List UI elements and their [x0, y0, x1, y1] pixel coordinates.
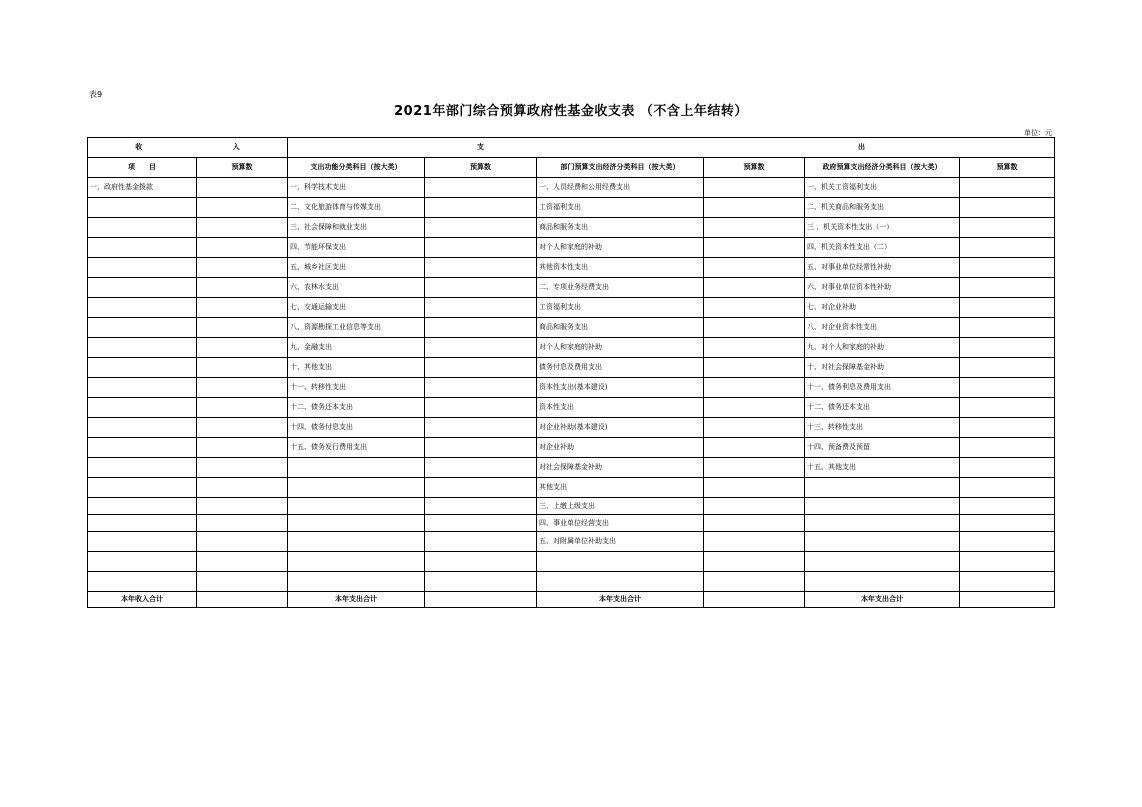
dept-budget-cell: [704, 318, 805, 338]
dept-budget-cell: [704, 258, 805, 278]
func-budget-cell: [425, 358, 537, 378]
func-budget-cell: [425, 498, 537, 515]
dept-budget-cell: [704, 338, 805, 358]
dept-item-cell: 债务付息及费用支出: [537, 358, 704, 378]
gov-budget-cell: [960, 438, 1055, 458]
gov-total-value: [960, 592, 1055, 608]
income-item-cell: [88, 552, 197, 572]
gov-budget-cell: [960, 358, 1055, 378]
income-item-cell: [88, 498, 197, 515]
func-budget-cell: [425, 418, 537, 438]
gov-item-cell: 十三、转移性支出: [805, 418, 960, 438]
func-item-cell: [288, 458, 425, 478]
gov-item-cell: [805, 478, 960, 498]
table-row: [88, 278, 1055, 298]
dept-item-cell: 其他资本性支出: [537, 258, 704, 278]
dept-item-cell: 其他支出: [537, 478, 704, 498]
income-item-cell: [88, 358, 197, 378]
func-budget-cell: [425, 258, 537, 278]
func-budget-cell: [425, 378, 537, 398]
table-row: [88, 498, 1055, 515]
column-header-row: [88, 158, 1055, 178]
expenditure-section-header: [288, 138, 1055, 158]
income-section-char-1: 收: [135, 143, 143, 151]
table-row: [88, 358, 1055, 378]
func-budget-cell: [425, 278, 537, 298]
col-header-dept-econ: 部门预算支出经济分类科目（按大类）: [537, 158, 704, 178]
gov-item-cell: 十五、其他支出: [805, 458, 960, 478]
func-item-cell: 十一、转移性支出: [288, 378, 425, 398]
gov-budget-cell: [960, 298, 1055, 318]
dept-item-cell: 对企业补助(基本建设): [537, 418, 704, 438]
table-row: [88, 238, 1055, 258]
dept-budget-cell: [704, 178, 805, 198]
income-budget-cell: [197, 298, 288, 318]
func-budget-cell: [425, 218, 537, 238]
income-item-cell: [88, 218, 197, 238]
income-section-header: [88, 138, 288, 158]
func-total-label: 本年支出合计: [288, 592, 425, 608]
func-item-cell: 一、科学技术支出: [288, 178, 425, 198]
func-budget-cell: [425, 552, 537, 572]
dept-item-cell: 商品和服务支出: [537, 218, 704, 238]
income-item-cell: [88, 532, 197, 552]
income-item-cell: [88, 418, 197, 438]
income-item-cell: [88, 298, 197, 318]
table-row: [88, 258, 1055, 278]
income-budget-cell: [197, 478, 288, 498]
func-item-cell: 八、资源勘探工业信息等支出: [288, 318, 425, 338]
income-budget-cell: [197, 278, 288, 298]
dept-budget-cell: [704, 438, 805, 458]
table-row: [88, 338, 1055, 358]
dept-item-cell: 一、人员经费和公用经费支出: [537, 178, 704, 198]
func-item-cell: 十二、债务还本支出: [288, 398, 425, 418]
col-header-func-class: 支出功能分类科目（按大类）: [288, 158, 425, 178]
gov-item-cell: 二、机关商品和服务支出: [805, 198, 960, 218]
dept-item-cell: 资本性支出(基本建设): [537, 378, 704, 398]
func-budget-cell: [425, 532, 537, 552]
func-budget-cell: [425, 338, 537, 358]
dept-item-cell: [537, 572, 704, 592]
income-item-cell: [88, 398, 197, 418]
func-item-cell: [288, 552, 425, 572]
func-budget-cell: [425, 238, 537, 258]
dept-budget-cell: [704, 398, 805, 418]
gov-budget-cell: [960, 258, 1055, 278]
gov-item-cell: 十、对社会保障基金补助: [805, 358, 960, 378]
expenditure-section-char-1: 支: [477, 143, 485, 151]
gov-budget-cell: [960, 552, 1055, 572]
section-header-row: [88, 138, 1055, 158]
income-item-cell: [88, 198, 197, 218]
income-budget-cell: [197, 458, 288, 478]
gov-budget-cell: [960, 532, 1055, 552]
income-budget-cell: [197, 398, 288, 418]
func-budget-cell: [425, 438, 537, 458]
income-budget-cell: [197, 498, 288, 515]
totals-row: [88, 592, 1055, 608]
income-budget-cell: [197, 338, 288, 358]
func-item-cell: 十、其他支出: [288, 358, 425, 378]
col-header-func-budget: 预算数: [425, 158, 537, 178]
income-budget-cell: [197, 552, 288, 572]
gov-item-cell: [805, 498, 960, 515]
func-budget-cell: [425, 515, 537, 532]
func-item-cell: [288, 572, 425, 592]
table-row: [88, 515, 1055, 532]
dept-budget-cell: [704, 378, 805, 398]
gov-budget-cell: [960, 418, 1055, 438]
income-item-cell: [88, 478, 197, 498]
gov-item-cell: [805, 515, 960, 532]
dept-item-cell: 对个人和家庭的补助: [537, 338, 704, 358]
col-header-income-budget: 预算数: [197, 158, 288, 178]
table-row: [88, 378, 1055, 398]
gov-item-cell: 三 、机关资本性支出（一）: [805, 218, 960, 238]
func-item-cell: 十五、债务发行费用支出: [288, 438, 425, 458]
gov-budget-cell: [960, 478, 1055, 498]
dept-total-value: [704, 592, 805, 608]
income-budget-cell: [197, 178, 288, 198]
dept-budget-cell: [704, 532, 805, 552]
dept-budget-cell: [704, 298, 805, 318]
dept-item-cell: 对社会保障基金补助: [537, 458, 704, 478]
func-item-cell: 九、金融支出: [288, 338, 425, 358]
func-total-value: [425, 592, 537, 608]
income-budget-cell: [197, 318, 288, 338]
gov-budget-cell: [960, 238, 1055, 258]
income-total-value: [197, 592, 288, 608]
dept-budget-cell: [704, 515, 805, 532]
table-row: [88, 218, 1055, 238]
func-item-cell: [288, 515, 425, 532]
func-item-cell: 五、城乡社区支出: [288, 258, 425, 278]
gov-item-cell: 八、对企业资本性支出: [805, 318, 960, 338]
gov-budget-cell: [960, 572, 1055, 592]
gov-budget-cell: [960, 218, 1055, 238]
dept-budget-cell: [704, 418, 805, 438]
col-header-item: 项 目: [88, 158, 197, 178]
dept-item-cell: 二、专项业务经费支出: [537, 278, 704, 298]
dept-budget-cell: [704, 552, 805, 572]
func-budget-cell: [425, 398, 537, 418]
income-item-cell: [88, 318, 197, 338]
func-budget-cell: [425, 198, 537, 218]
income-budget-cell: [197, 515, 288, 532]
income-budget-cell: [197, 218, 288, 238]
table-row: [88, 398, 1055, 418]
gov-item-cell: 九、对个人和家庭的补助: [805, 338, 960, 358]
dept-item-cell: 对个人和家庭的补助: [537, 238, 704, 258]
gov-budget-cell: [960, 178, 1055, 198]
dept-item-cell: 三、上缴上级支出: [537, 498, 704, 515]
income-item-cell: [88, 258, 197, 278]
dept-item-cell: 五、对附属单位补助支出: [537, 532, 704, 552]
income-item-cell: [88, 338, 197, 358]
table-row: [88, 478, 1055, 498]
gov-item-cell: [805, 532, 960, 552]
income-item-cell: [88, 378, 197, 398]
income-budget-cell: [197, 572, 288, 592]
income-budget-cell: [197, 358, 288, 378]
gov-budget-cell: [960, 378, 1055, 398]
dept-budget-cell: [704, 218, 805, 238]
income-budget-cell: [197, 438, 288, 458]
func-budget-cell: [425, 478, 537, 498]
table-row: [88, 532, 1055, 552]
income-item-cell: [88, 438, 197, 458]
func-item-cell: 六、农林水支出: [288, 278, 425, 298]
table-row: [88, 418, 1055, 438]
dept-budget-cell: [704, 198, 805, 218]
gov-item-cell: [805, 552, 960, 572]
income-item-cell: [88, 572, 197, 592]
gov-item-cell: [805, 572, 960, 592]
func-item-cell: 二、文化旅游体育与传媒支出: [288, 198, 425, 218]
func-item-cell: [288, 498, 425, 515]
func-budget-cell: [425, 318, 537, 338]
dept-budget-cell: [704, 478, 805, 498]
func-item-cell: 三、社会保障和就业支出: [288, 218, 425, 238]
gov-total-label: 本年支出合计: [805, 592, 960, 608]
income-section-char-2: 入: [232, 143, 240, 151]
func-budget-cell: [425, 572, 537, 592]
gov-budget-cell: [960, 318, 1055, 338]
income-item-cell: [88, 515, 197, 532]
gov-budget-cell: [960, 338, 1055, 358]
table-row: [88, 318, 1055, 338]
expenditure-section-char-2: 出: [858, 143, 866, 151]
dept-total-label: 本年支出合计: [537, 592, 704, 608]
func-item-cell: 七、交通运输支出: [288, 298, 425, 318]
col-header-gov-budget: 预算数: [960, 158, 1055, 178]
income-budget-cell: [197, 258, 288, 278]
gov-item-cell: 五、对事业单位经常性补助: [805, 258, 960, 278]
income-budget-cell: [197, 378, 288, 398]
func-budget-cell: [425, 458, 537, 478]
unit-label: 单位：元: [1024, 129, 1052, 137]
income-budget-cell: [197, 238, 288, 258]
gov-item-cell: 十四、预备费及预留: [805, 438, 960, 458]
gov-budget-cell: [960, 398, 1055, 418]
func-item-cell: [288, 478, 425, 498]
col-header-gov-econ: 政府预算支出经济分类科目（按大类）: [805, 158, 960, 178]
dept-budget-cell: [704, 238, 805, 258]
income-item-cell: [88, 278, 197, 298]
income-budget-cell: [197, 198, 288, 218]
dept-budget-cell: [704, 458, 805, 478]
dept-item-cell: 工资福利支出: [537, 198, 704, 218]
table-number: 表9: [89, 90, 103, 99]
dept-item-cell: 对企业补助: [537, 438, 704, 458]
gov-item-cell: 十二、债务还本支出: [805, 398, 960, 418]
table-row: [88, 552, 1055, 572]
dept-item-cell: 商品和服务支出: [537, 318, 704, 338]
budget-table: [87, 137, 1055, 608]
gov-budget-cell: [960, 458, 1055, 478]
gov-item-cell: 六、对事业单位资本性补助: [805, 278, 960, 298]
income-item-cell: [88, 458, 197, 478]
gov-budget-cell: [960, 515, 1055, 532]
func-item-cell: 四、节能环保支出: [288, 238, 425, 258]
gov-item-cell: 七、对企业补助: [805, 298, 960, 318]
page-title: 2021年部门综合预算政府性基金收支表 （不含上年结转）: [394, 104, 748, 119]
func-item-cell: 十四、债务付息支出: [288, 418, 425, 438]
gov-item-cell: 四、机关资本性支出（二）: [805, 238, 960, 258]
func-item-cell: [288, 532, 425, 552]
table-row: [88, 438, 1055, 458]
dept-item-cell: [537, 552, 704, 572]
table-row: [88, 178, 1055, 198]
table-row: [88, 572, 1055, 592]
dept-budget-cell: [704, 498, 805, 515]
income-budget-cell: [197, 532, 288, 552]
gov-item-cell: 十一、债务利息及费用支出: [805, 378, 960, 398]
gov-item-cell: 一、机关工资福利支出: [805, 178, 960, 198]
table-row: [88, 458, 1055, 478]
income-item-cell: 一、政府性基金拨款: [88, 178, 197, 198]
dept-item-cell: 工资福利支出: [537, 298, 704, 318]
gov-budget-cell: [960, 278, 1055, 298]
dept-item-cell: 资本性支出: [537, 398, 704, 418]
dept-budget-cell: [704, 358, 805, 378]
income-item-cell: [88, 238, 197, 258]
gov-budget-cell: [960, 498, 1055, 515]
func-budget-cell: [425, 298, 537, 318]
table-row: [88, 198, 1055, 218]
dept-budget-cell: [704, 572, 805, 592]
col-header-dept-budget: 预算数: [704, 158, 805, 178]
income-total-label: 本年收入合计: [88, 592, 197, 608]
func-budget-cell: [425, 178, 537, 198]
table-row: [88, 298, 1055, 318]
gov-budget-cell: [960, 198, 1055, 218]
dept-budget-cell: [704, 278, 805, 298]
income-budget-cell: [197, 418, 288, 438]
dept-item-cell: 四、事业单位经营支出: [537, 515, 704, 532]
